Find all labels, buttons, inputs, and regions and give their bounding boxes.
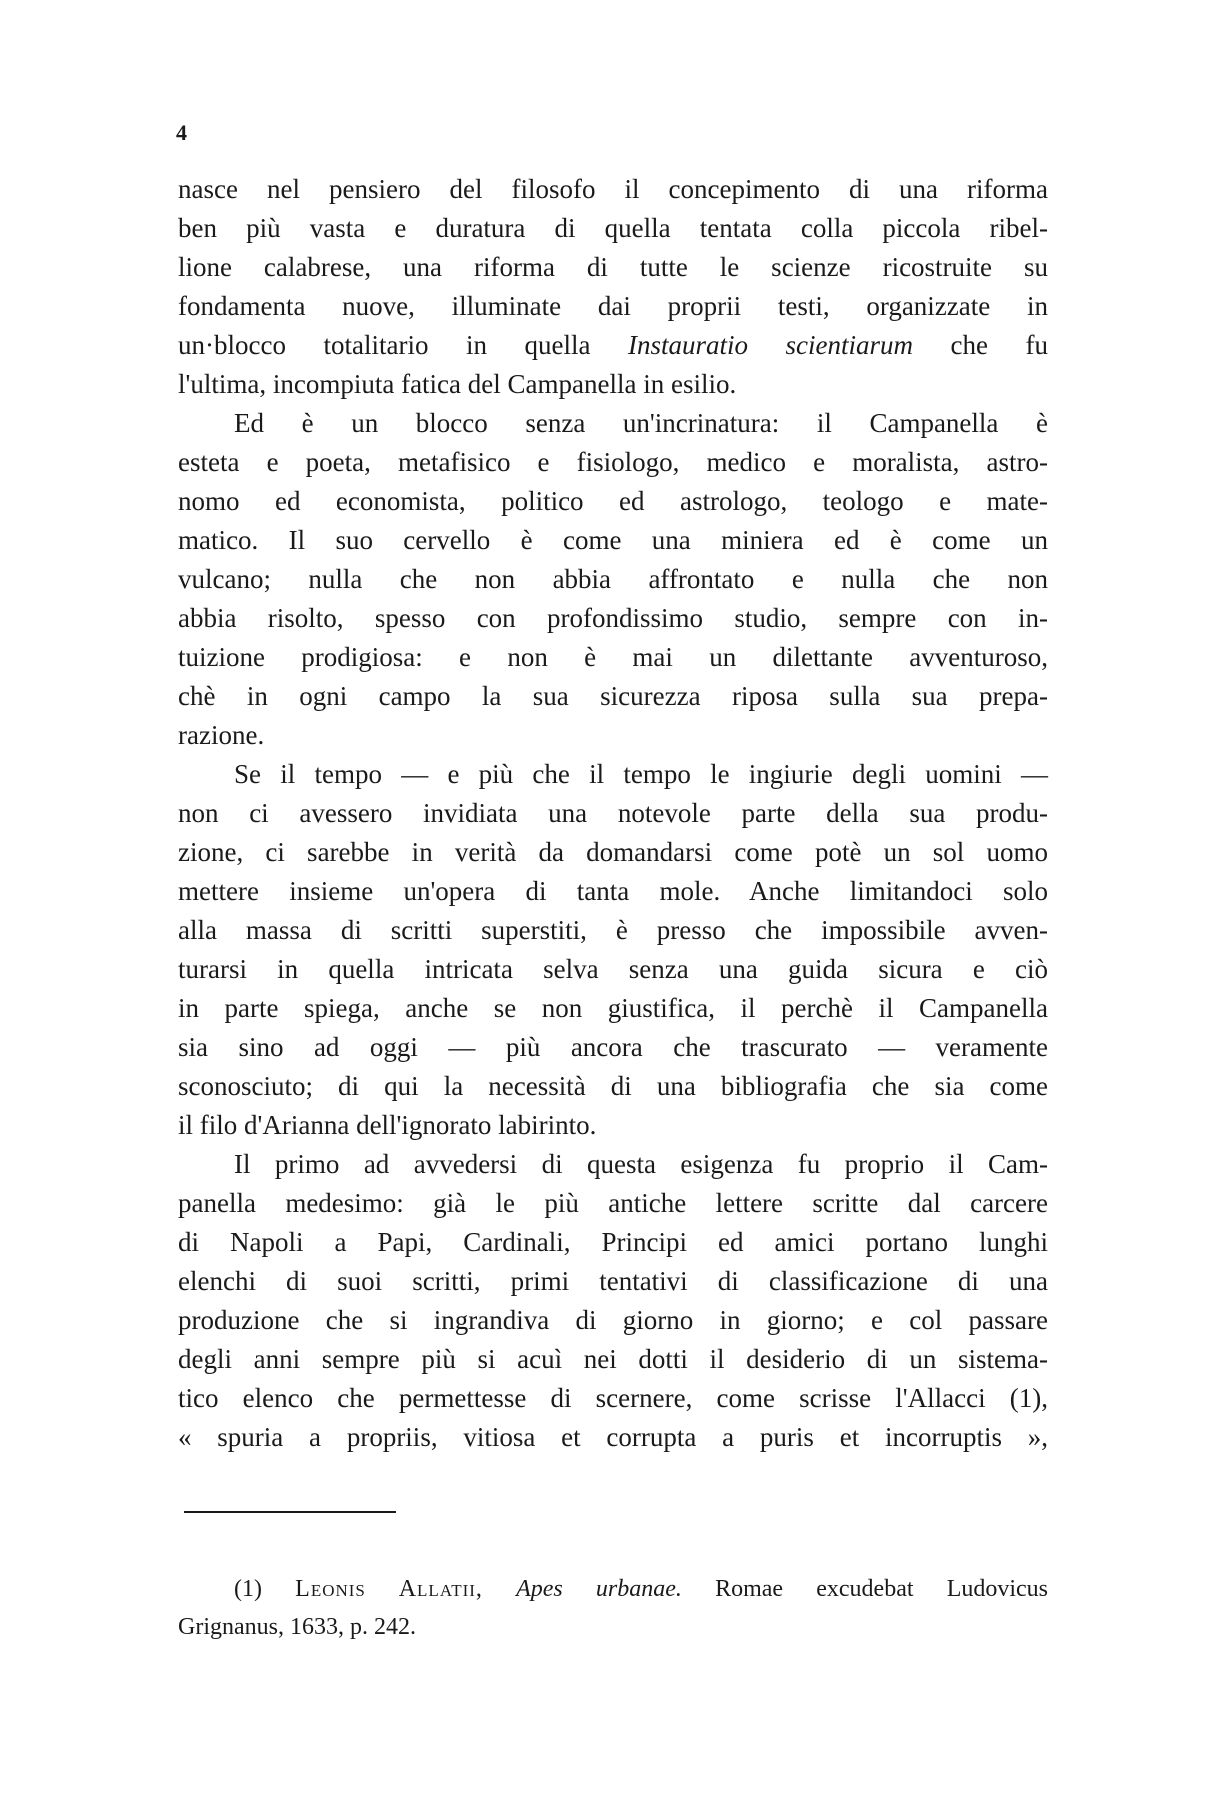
text-segment: un·blocco totalitario in quella <box>178 330 628 360</box>
text-line: di Napoli a Papi, Cardinali, Principi ed amici portano lunghi <box>178 1227 1048 1257</box>
text-line: vulcano; nulla che non abbia affrontato e nulla che non <box>178 564 1048 594</box>
text-line: non ci avessero invidiata una notevole parte della sua produ- <box>178 798 1048 828</box>
text-line: nasce nel pensiero del filosofo il concepimento di una riforma <box>178 174 1048 204</box>
footnote-marker: (1) <box>234 1576 296 1602</box>
footnote <box>178 1570 1048 1646</box>
text-line: produzione che si ingrandiva di giorno in giorno; e col passare <box>178 1305 1048 1335</box>
text-line: matico. Il suo cervello è come una miniera ed è come un <box>178 525 1048 555</box>
footnote-author: Leonis Allatii, <box>295 1576 483 1602</box>
text-line: chè in ogni campo la sua sicurezza riposa sulla sua prepa- <box>178 681 1048 711</box>
text-line: turarsi in quella intricata selva senza una guida sicura e ciò <box>178 954 1048 984</box>
text-line: Se il tempo — e più che il tempo le ingiurie degli uomini — <box>234 759 1048 789</box>
text-line: elenchi di suoi scritti, primi tentativi di classificazione di una <box>178 1266 1048 1296</box>
body-text <box>178 170 1048 1457</box>
text-segment: che fu <box>913 330 1048 360</box>
text-line: panella medesimo: già le più antiche lettere scritte dal carcere <box>178 1188 1048 1218</box>
text-line: ben più vasta e duratura di quella tentata colla piccola ribel- <box>178 213 1048 243</box>
text-line: Il primo ad avvedersi di questa esigenza fu proprio il Cam- <box>234 1149 1048 1179</box>
italic-title: Instauratio scientiarum <box>627 330 913 360</box>
text-line: il filo d'Arianna dell'ignorato labirinto. <box>178 1110 597 1140</box>
text-line: lione calabrese, una riforma di tutte le scienze ricostruite su <box>178 252 1048 282</box>
text-line: « spuria a propriis, vitiosa et corrupta a puris et incorruptis », <box>178 1422 1048 1452</box>
text-line <box>178 326 1048 365</box>
text-line: fondamenta nuove, illuminate dai proprii testi, organizzate in <box>178 291 1048 321</box>
text-line: abbia risolto, spesso con profondissimo studio, sempre con in- <box>178 603 1048 633</box>
footnote-title: Apes urbanae. <box>516 1576 682 1602</box>
text-line: alla massa di scritti superstiti, è presso che impossibile avven- <box>178 915 1048 945</box>
text-line: tico elenco che permettesse di scernere, come scrisse l'Allacci (1), <box>178 1383 1048 1413</box>
text-line: esteta e poeta, metafisico e fisiologo, medico e moralista, astro- <box>178 447 1048 477</box>
text-line: mettere insieme un'opera di tanta mole. Anche limitandoci solo <box>178 876 1048 906</box>
text-line: sia sino ad oggi — più ancora che trascurato — veramente <box>178 1032 1048 1062</box>
page-number: 4 <box>176 120 187 145</box>
footnote-separator <box>184 1511 396 1513</box>
text-line: tuizione prodigiosa: e non è mai un dilettante avventuroso, <box>178 642 1048 672</box>
text-line: sconosciuto; di qui la necessità di una bibliografia che sia come <box>178 1071 1048 1101</box>
footnote-publisher: Romae excudebat Ludovicus <box>681 1576 1049 1602</box>
text-line: degli anni sempre più si acuì nei dotti il desiderio di un sistema- <box>178 1344 1048 1374</box>
text-line: Ed è un blocco senza un'incrinatura: il Campanella è <box>234 408 1048 438</box>
text-line: razione. <box>178 720 265 750</box>
text-line: zione, ci sarebbe in verità da domandarsi come potè un sol uomo <box>178 837 1048 867</box>
text-line: nomo ed economista, politico ed astrologo, teologo e mate- <box>178 486 1048 516</box>
text-line: l'ultima, incompiuta fatica del Campanella in esilio. <box>178 369 737 399</box>
footnote-line <box>178 1570 1048 1608</box>
text-line: in parte spiega, anche se non giustifica, il perchè il Campanella <box>178 993 1048 1023</box>
footnote-line: Grignanus, 1633, p. 242. <box>178 1614 416 1640</box>
